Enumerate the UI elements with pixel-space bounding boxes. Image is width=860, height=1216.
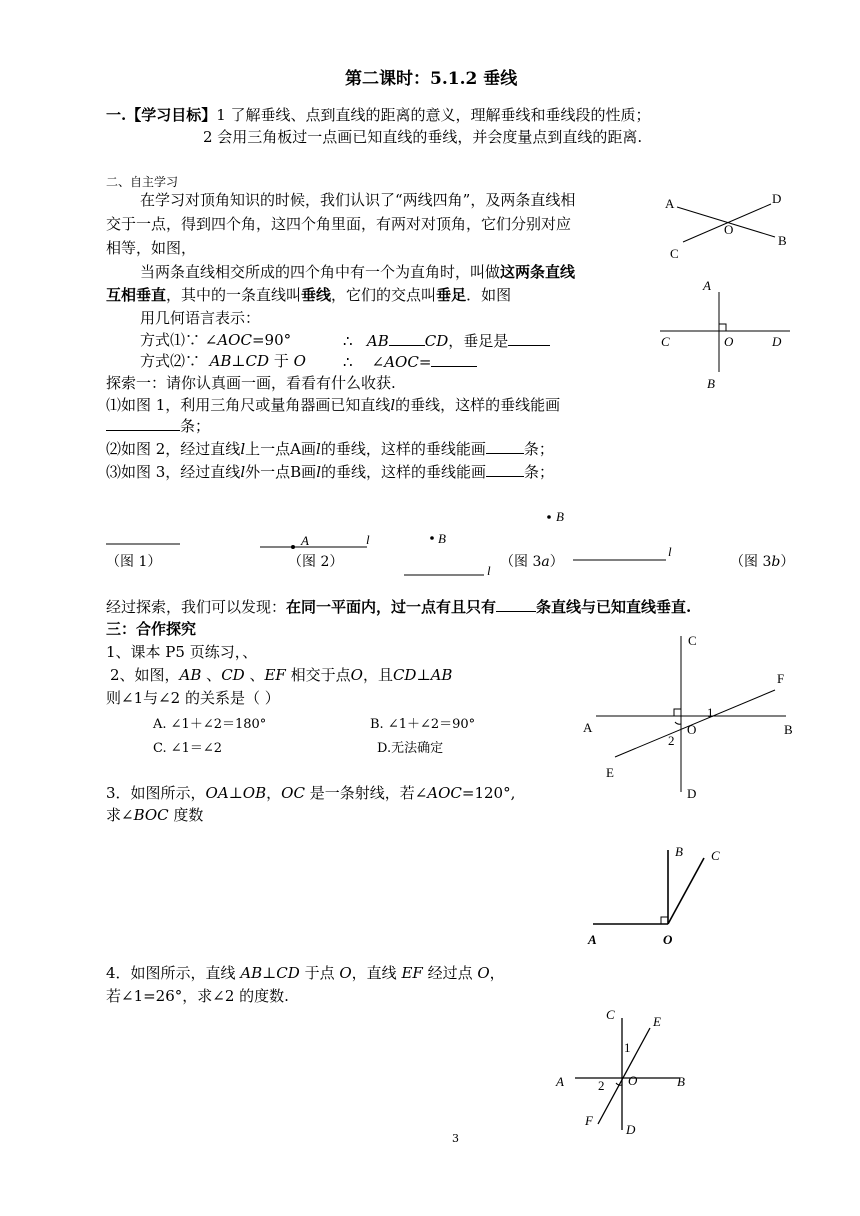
- var: l: [240, 463, 246, 481]
- text: ∠: [371, 353, 385, 371]
- page-title: 第二课时：5.1.2 垂线: [345, 69, 518, 89]
- text: ．如图: [466, 286, 512, 304]
- var: O: [293, 352, 306, 370]
- text: =90°: [251, 331, 292, 349]
- paragraph-line: 相等，如图，: [106, 239, 197, 257]
- var: l: [316, 463, 321, 481]
- fig-1-caption: （图 1）: [106, 554, 162, 570]
- text: ⊥: [228, 784, 243, 802]
- label-d: D: [772, 191, 782, 206]
- text: 经过探索，我们可以发现：: [106, 598, 287, 616]
- text: 条；: [523, 440, 554, 458]
- var: OC: [281, 784, 305, 802]
- label-o: O: [724, 334, 734, 349]
- var: EF: [401, 964, 423, 982]
- var: AB: [209, 352, 232, 370]
- page-number: 3: [452, 1132, 459, 1145]
- label-d: D: [772, 334, 782, 349]
- label-angle-2: 2: [598, 1078, 605, 1093]
- bold-term: 互相垂直: [106, 286, 167, 304]
- self-study-heading: 二、自主学习: [106, 175, 179, 189]
- label-o: O: [724, 222, 734, 237]
- label-a: A: [583, 720, 593, 735]
- bold-term: 条直线与已知直线垂直.: [536, 598, 692, 616]
- label-f: F: [585, 1113, 593, 1128]
- text: =120°,: [461, 784, 516, 802]
- explore-intro: 探索一：请你认真画一画，看看有什么收获.: [106, 374, 396, 392]
- var: a: [541, 554, 550, 570]
- var: O: [350, 666, 363, 684]
- label-d: D: [687, 786, 697, 801]
- var: AB: [179, 666, 202, 684]
- label-a: A: [703, 278, 711, 293]
- label-l: l: [366, 532, 370, 547]
- text: 度数: [168, 806, 204, 824]
- bold-term: 垂线: [301, 286, 332, 304]
- var: AOC: [427, 784, 462, 802]
- var: b: [771, 554, 781, 570]
- text: =: [418, 353, 432, 371]
- text: ，直线: [351, 964, 402, 982]
- label-o: O: [687, 722, 697, 737]
- text: 3．如图所示，: [106, 784, 206, 802]
- text: ，: [489, 964, 505, 982]
- text: A: [290, 440, 301, 458]
- label-b: B: [784, 722, 793, 737]
- right-angle-mark: [674, 709, 681, 716]
- label-e: E: [653, 1014, 661, 1029]
- label-b: B: [778, 233, 787, 248]
- var: CD: [392, 666, 417, 684]
- var: EF: [264, 666, 286, 684]
- text: 是一条射线，若∠: [304, 784, 428, 802]
- paragraph-line: 交于一点，得到四个角，这四个角里面，有两对对顶角，它们分别对应: [106, 215, 572, 233]
- text: ，垂足是: [448, 332, 509, 350]
- text: 2、如图，: [110, 666, 180, 684]
- bold-term: 在同一平面内，过一点有且只有: [286, 598, 497, 616]
- label-c: C: [661, 334, 670, 349]
- label-angle-1: 1: [624, 1040, 631, 1055]
- var: l: [390, 396, 396, 414]
- angle-arc: [675, 722, 681, 724]
- text: 上一点: [245, 440, 291, 458]
- label-b: B: [556, 509, 564, 524]
- text: ⑶如图 3，经过直线: [106, 463, 241, 481]
- label-b: B: [438, 531, 446, 546]
- label-angle-2: 2: [668, 733, 675, 748]
- goals-item-2: 2 会用三角板过一点画已知直线的垂线，并会度量点到直线的距离.: [203, 128, 643, 146]
- point-a: [291, 545, 295, 549]
- coop-q3-figure: [593, 850, 704, 924]
- text: 条；: [524, 463, 555, 481]
- label-l: l: [487, 563, 491, 578]
- label-a: A: [301, 533, 309, 548]
- label-c: C: [711, 848, 720, 863]
- point-b: [430, 536, 434, 540]
- text: 、: [244, 666, 265, 684]
- var: OB: [242, 784, 267, 802]
- label-b: B: [707, 376, 715, 391]
- var: O: [477, 964, 490, 982]
- label-c: C: [688, 633, 697, 648]
- paragraph-line: 在学习对顶角知识的时候，我们认识了“两线四角”，及两条直线相: [140, 191, 576, 209]
- text: ⊥: [416, 666, 431, 684]
- label-e: E: [606, 765, 614, 780]
- var: OA: [205, 784, 229, 802]
- option-a[interactable]: A. ∠1＋∠2＝180°: [153, 717, 267, 732]
- var: l: [316, 440, 321, 458]
- var: CD: [424, 332, 449, 350]
- ray-oc: [668, 858, 704, 924]
- label-a: A: [556, 1074, 564, 1089]
- text: 的垂线，这样的垂线能画: [321, 463, 487, 481]
- label-c: C: [670, 246, 679, 261]
- text: ⊥: [262, 964, 277, 982]
- text: 画: [300, 440, 316, 458]
- label-angle-1: 1: [707, 705, 714, 720]
- var: AB: [240, 964, 263, 982]
- perpendicular-figure: [660, 292, 790, 372]
- option-b[interactable]: B. ∠1＋∠2＝90°: [370, 717, 476, 732]
- label-o: O: [663, 932, 673, 947]
- text: 方式⑴∵ ∠: [140, 331, 218, 349]
- text: （图 3: [500, 554, 542, 570]
- text: 条；: [180, 417, 211, 435]
- text: ，它们的交点叫: [331, 286, 437, 304]
- right-angle-mark: [661, 917, 668, 924]
- text: B: [290, 463, 302, 481]
- label-d: D: [626, 1122, 636, 1137]
- text: ）: [549, 554, 564, 570]
- text: 4．如图所示，直线: [106, 964, 241, 982]
- var: l: [240, 440, 246, 458]
- text: 画: [301, 463, 317, 481]
- text: ⊥: [231, 352, 246, 370]
- coop-heading: 三：合作探究: [106, 620, 197, 638]
- coop-q4-line-2: 若∠1=26°，求∠2 的度数.: [106, 987, 289, 1005]
- bold-term: 这两条直线: [500, 263, 576, 281]
- label-a: A: [588, 932, 597, 947]
- paragraph-line: 用几何语言表示：: [140, 309, 261, 327]
- text: 相交于点: [285, 666, 351, 684]
- text: 的垂线，这样的垂线能画: [320, 440, 486, 458]
- var: BOC: [133, 806, 169, 824]
- text: ，其中的一条直线叫: [166, 286, 302, 304]
- text: 于: [269, 352, 294, 370]
- bold-term: 垂足: [436, 286, 467, 304]
- label-l: l: [668, 544, 672, 559]
- text: 经过点: [422, 964, 478, 982]
- coop-q2-line-2: 则∠1与∠2 的关系是（ ）: [106, 689, 280, 707]
- right-angle-mark: [719, 324, 726, 331]
- text: （图 3: [730, 554, 772, 570]
- label-o: O: [628, 1073, 638, 1088]
- label-a: A: [665, 196, 675, 211]
- var: CD: [221, 666, 245, 684]
- text: 方式⑵∵: [140, 352, 201, 370]
- goals-label: 一.【学习目标】: [106, 106, 217, 124]
- goals-item-1: 1 了解垂线、点到直线的距离的意义，理解垂线和垂线段的性质；: [216, 106, 651, 124]
- label-b: B: [675, 844, 683, 859]
- label-b: B: [677, 1074, 685, 1089]
- text: ，: [266, 784, 282, 802]
- text: ⑴如图 1，利用三角尺或量角器画已知直线: [106, 396, 391, 414]
- option-d[interactable]: D.无法确定: [377, 741, 444, 756]
- text: 求∠: [106, 806, 134, 824]
- label-f: F: [777, 671, 785, 686]
- option-c[interactable]: C. ∠1＝∠2: [153, 741, 223, 756]
- var: AOC: [384, 353, 419, 371]
- point-b: [547, 515, 551, 519]
- text: 于点: [299, 964, 340, 982]
- coop-q1: 1、课本 P5 页练习，、: [106, 643, 258, 661]
- var: CD: [276, 964, 300, 982]
- text: ，且: [362, 666, 393, 684]
- text: ⑵如图 2，经过直线: [106, 440, 241, 458]
- var: AB: [366, 332, 389, 350]
- coop-q2-figure: [596, 636, 786, 792]
- text: 当两条直线相交所成的四个角中有一个为直角时，叫做: [140, 263, 501, 281]
- var: O: [339, 964, 352, 982]
- label-c: C: [606, 1007, 615, 1022]
- var: CD: [245, 352, 270, 370]
- text: 、: [201, 666, 222, 684]
- text: 的垂线，这样的垂线能画: [395, 396, 561, 414]
- var: AOC: [217, 331, 252, 349]
- var: AB: [430, 666, 453, 684]
- text: ）: [780, 554, 795, 570]
- text: 外一点: [245, 463, 291, 481]
- therefore: ∴: [343, 332, 353, 350]
- therefore: ∴: [343, 353, 353, 371]
- fig-2-caption: （图 2）: [288, 554, 344, 570]
